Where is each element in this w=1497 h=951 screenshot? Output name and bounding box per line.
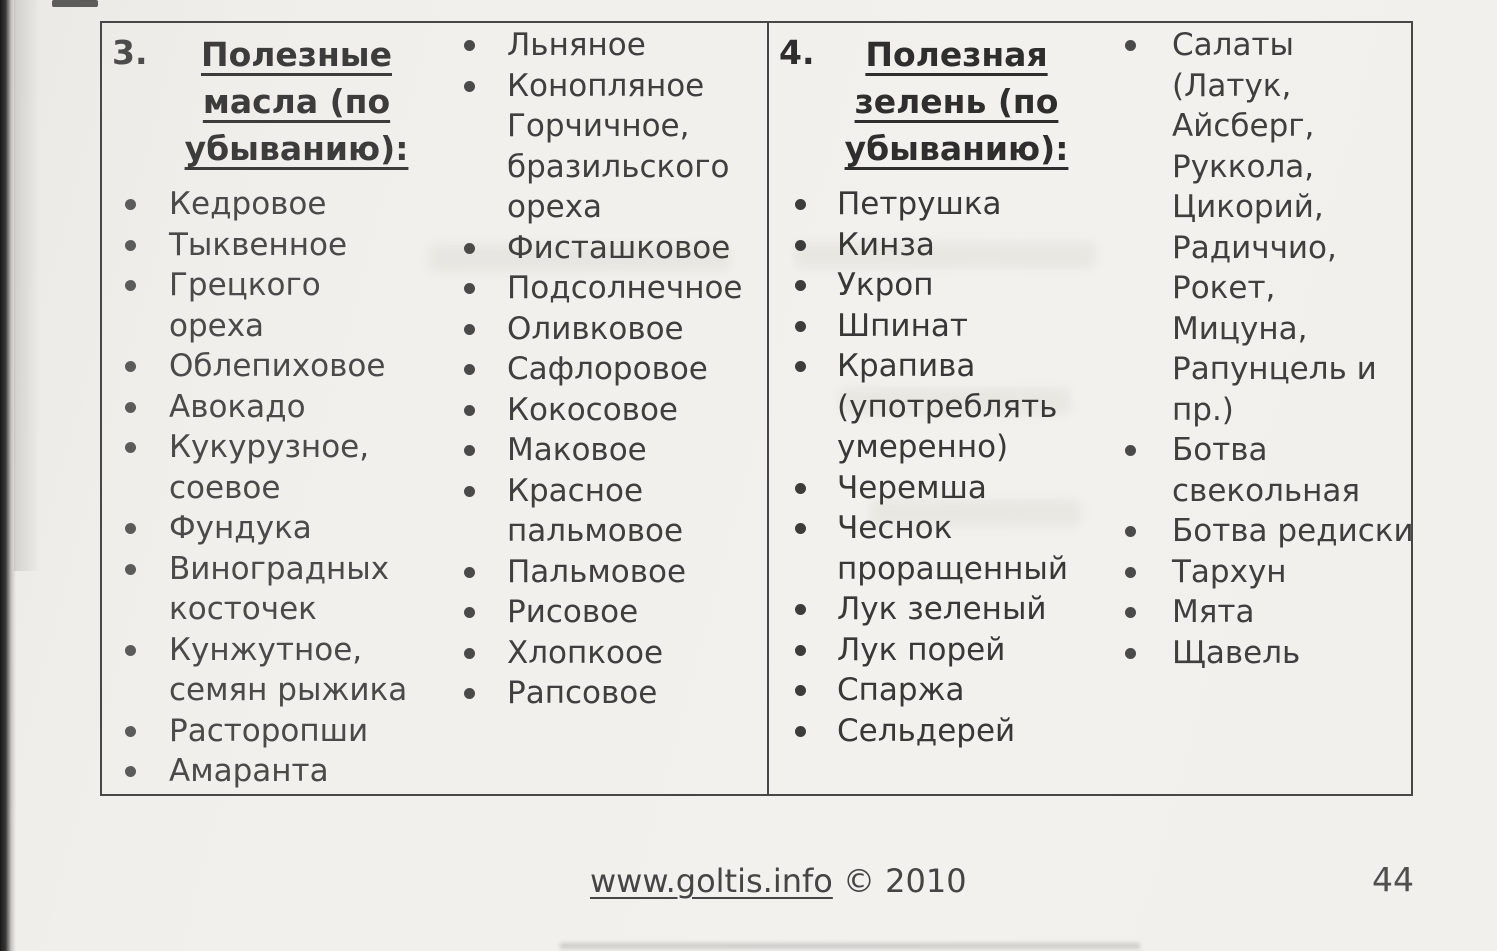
list-item-text: Шпинат [837,307,968,344]
list-item-text: Спаржа [837,672,965,708]
list-item [452,268,765,309]
list-item-text: Конопляное Горчичное, бразильского ореха [507,67,730,225]
list-item-text: Льняное [507,27,646,63]
bullet-icon [125,726,136,737]
list-item [452,633,765,674]
list-item-text: Черемша [837,469,987,506]
page-number: 44 [1372,860,1414,899]
bullet-icon [1125,526,1136,537]
list-item-text: Тыквенное [169,226,348,263]
list-item-text: Сельдерей [837,712,1016,749]
list-item-text: Амаранта [169,753,329,789]
bullet-icon [464,283,475,294]
bullet-icon [795,361,806,372]
list-item-text: Щавель [1172,634,1301,671]
bullet-icon [1125,607,1136,618]
list-item [107,427,421,508]
list-item [779,508,1089,589]
section-number: 3. [112,33,148,72]
bullet-icon [464,364,475,375]
bullet-icon [795,483,806,494]
list-item-text: Сафлоровое [507,351,708,387]
oils-list-secondary [452,25,765,714]
bullet-icon [464,405,475,416]
list-item [452,471,765,552]
list-item [452,25,765,66]
list-item [107,549,421,630]
bullet-icon [464,243,475,254]
list-item [107,508,421,549]
list-item-text: Крапива (употреблять умеренно) [837,348,1058,465]
bullet-icon [125,564,136,575]
bullet-icon [795,321,806,332]
bullet-icon [125,361,136,372]
list-item [452,309,765,350]
bullet-icon [464,486,475,497]
bullet-icon [125,645,136,656]
list-item-text: Фундука [169,510,312,546]
bullet-icon [464,324,475,335]
bullet-icon [795,645,806,656]
bullet-icon [1125,567,1136,578]
greens-list-primary [779,184,1089,751]
list-item-text: Облепиховое [169,348,386,384]
bullet-icon [464,81,475,92]
list-item-text: Красное пальмовое [507,472,684,549]
list-item-text: Подсолнечное [507,270,743,306]
list-item-text: Кунжутное, семян рыжика [169,631,408,708]
bullet-icon [464,688,475,699]
page-curve-shadow [14,0,40,571]
list-item [779,711,1089,752]
list-item [779,265,1089,306]
list-item [1119,25,1417,430]
list-item [452,390,765,431]
footer-site-url: www.goltis.info [590,862,833,900]
bullet-icon [464,40,475,51]
bullet-icon [464,607,475,618]
list-item [107,184,421,225]
bullet-icon [795,685,806,696]
list-item-text: Оливковое [507,310,684,347]
bullet-icon [125,402,136,413]
list-item [779,630,1089,671]
bullet-icon [795,726,806,737]
list-item-text: Лук порей [837,631,1006,668]
greens-list-secondary [1119,25,1417,673]
bullet-icon [464,445,475,456]
bullet-icon [795,604,806,615]
list-item-text: Кукурузное, соевое [169,429,370,506]
list-item [452,228,765,269]
list-item-text: Кедровое [169,186,327,222]
list-item [1119,552,1417,593]
list-item-text: Виноградных косточек [169,550,390,627]
bullet-icon [125,442,136,453]
list-item-text: Фисташковое [507,229,731,266]
list-item [779,184,1089,225]
food-lists-table [100,21,1413,796]
section-useful-oils [102,23,767,794]
list-item-text: Ботва свекольная [1172,432,1361,509]
list-item-text: Расторопши [169,712,369,749]
bullet-icon [795,240,806,251]
list-item-text: Тархун [1172,553,1287,590]
list-item [107,711,421,752]
bullet-icon [125,199,136,210]
footer-copyright: © 2010 [843,862,967,900]
bullet-icon [795,280,806,291]
list-item [107,346,421,387]
list-item [452,552,765,593]
list-item-text: Рисовое [507,594,639,630]
list-item [779,346,1089,468]
list-item-text: Кокосовое [507,391,678,428]
section-title: Полезная зелень (по убыванию): [844,35,1069,168]
list-item-text: Лук зеленый [837,591,1047,627]
scan-noise-mark [52,0,98,7]
list-item [1119,592,1417,633]
list-item-text: Укроп [837,267,934,303]
list-item [452,592,765,633]
list-item [779,306,1089,347]
list-item-text: Мята [1172,594,1255,630]
list-item-text: Хлопкоое [507,634,664,671]
bullet-icon [1125,40,1136,51]
list-item-text: Салаты (Латук, Айсберг, Руккола, Цикорий, Радиччио, Рокет, Мицуна, Рапунцель и пр.) [1172,27,1377,428]
bullet-icon [125,523,136,534]
list-item [452,673,765,714]
list-item-text: Ботва редиски [1172,513,1414,549]
list-item-text: Авокадо [169,388,306,425]
list-item [779,670,1089,711]
bullet-icon [795,199,806,210]
list-item [452,349,765,390]
list-item [1119,633,1417,674]
oils-list-primary [107,184,421,792]
bullet-icon [464,567,475,578]
list-item [779,225,1089,266]
bullet-icon [464,648,475,659]
list-item-text: Грецкого ореха [169,267,321,344]
list-item [107,265,421,346]
list-item [107,225,421,266]
list-item [452,66,765,228]
list-item [779,589,1089,630]
list-item-text: Пальмовое [507,553,687,590]
list-item [452,430,765,471]
section-title: Полезные масла (по убыванию): [184,35,409,168]
bullet-icon [125,280,136,291]
list-item [107,751,421,792]
bullet-icon [125,240,136,251]
list-item-text: Чеснок проращенный [837,510,1069,587]
list-item-text: Кинза [837,226,935,263]
list-item-text: Рапсовое [507,675,658,711]
list-item [1119,511,1417,552]
bullet-icon [1125,648,1136,659]
list-item [107,630,421,711]
list-item-text: Маковое [507,432,647,468]
footer [590,862,967,900]
scan-noise-mark [560,943,1140,949]
bullet-icon [1125,445,1136,456]
list-item-text: Петрушка [837,186,1002,222]
list-item [1119,430,1417,511]
bullet-icon [795,523,806,534]
section-number: 4. [779,33,815,72]
list-item [107,387,421,428]
list-item [779,468,1089,509]
bullet-icon [125,766,136,777]
section-useful-greens [769,23,1413,794]
